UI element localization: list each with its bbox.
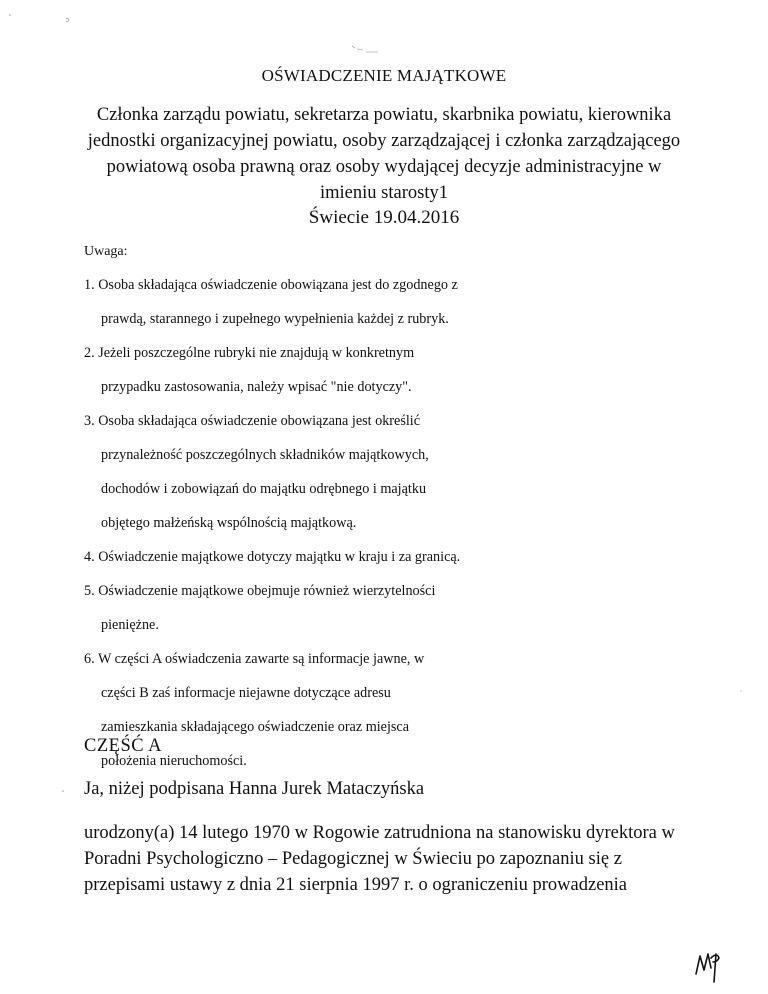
note-line: prawdą, starannego i zupełnego wypełnienia każdej z rubryk. (101, 311, 449, 327)
note-line: dochodów i zobowiązań do majątku odrębnego i majątku (101, 481, 427, 497)
note-number: 5. (84, 583, 95, 599)
note-text: Osoba składająca oświadczenie obowiązana jest do zgodnego z (98, 277, 458, 293)
declarant-line: Ja, niżej podpisana Hanna Jurek Mataczyńska (84, 779, 425, 799)
speck-dot (62, 790, 64, 792)
note-line: położenia nieruchomości. (101, 753, 247, 769)
note-line (84, 540, 704, 574)
note-number: 2. (84, 345, 95, 361)
speck-mark (352, 46, 378, 52)
scan-speck-top-center (348, 40, 388, 58)
declaration-body (84, 820, 724, 898)
note-item (84, 642, 704, 778)
note-line: objętego małżeńską wspólnością majątkową. (101, 515, 357, 531)
note-item (84, 540, 704, 574)
document-subtitle (60, 102, 708, 206)
note-line: części B zaś informacje niejawne dotyczące adresu (101, 685, 391, 701)
handwritten-initials-signature (690, 944, 730, 984)
body-line: urodzony(a) 14 lutego 1970 w Rogowie zatrudniona na stanowisku dyrektora w (84, 823, 675, 843)
document-title: OŚWIADCZENIE MAJĄTKOWE (261, 66, 507, 85)
note-line: przypadku zastosowania, należy wpisać "nie dotyczy". (101, 379, 412, 395)
note-number: 3. (84, 413, 95, 429)
note-number: 6. (84, 651, 95, 667)
place-and-date: Świecie 19.04.2016 (308, 207, 460, 228)
note-text: Oświadczenie majątkowe obejmuje również wierzytelności (98, 583, 436, 599)
note-number: 1. (84, 277, 95, 293)
scan-speck-right (736, 686, 746, 696)
note-line: przynależność poszczególnych składników majątkowych, (101, 447, 429, 463)
note-line (84, 642, 704, 676)
subtitle-line: Członka zarządu powiatu, sekretarza powiatu, skarbnika powiatu, kierownika (96, 105, 672, 125)
scan-speck-left (58, 786, 68, 796)
signature-stroke (696, 954, 719, 982)
note-line: zamieszkania składającego oświadczenie oraz miejsca (101, 719, 410, 735)
note-item (84, 336, 704, 404)
subtitle-line: jednostki organizacyjnej powiatu, osoby zarządzającej i członka zarządzającego (87, 131, 681, 151)
scan-speck-top-left (4, 10, 74, 30)
subtitle-line: imieniu starosty1 (320, 183, 448, 203)
note-text: W części A oświadczenia zawarte są informacje jawne, w (97, 651, 425, 667)
section-title: CZĘŚĆ A (84, 736, 163, 756)
note-item (84, 574, 704, 642)
speck-dot (740, 690, 741, 691)
note-line: pieniężne. (101, 617, 159, 633)
note-item (84, 404, 704, 540)
note-text: Oświadczenie majątkowe dotyczy majątku w kraju i za granicą. (98, 549, 461, 565)
note-line (84, 404, 704, 438)
note-text: Osoba składająca oświadczenie obowiązana jest określić (98, 413, 421, 429)
note-heading: Uwaga: (84, 244, 128, 259)
body-line: przepisami ustawy z dnia 21 sierpnia 1997 r. o ograniczeniu prowadzenia (84, 875, 628, 895)
note-item (84, 268, 704, 336)
note-line (84, 268, 704, 302)
speck-dot (9, 14, 11, 16)
notes-list (84, 268, 704, 778)
body-line: Poradni Psychologiczno – Pedagogicznej w Świeciu po zapoznaniu się z (84, 849, 622, 869)
note-line (84, 574, 704, 608)
speck-mark (66, 18, 69, 21)
subtitle-line: powiatową osoba prawną oraz osoby wydającej decyzje administracyjne w (106, 157, 662, 177)
note-line (84, 336, 704, 370)
note-text: Jeżeli poszczególne rubryki nie znajdują w konkretnym (98, 345, 415, 361)
note-number: 4. (84, 549, 95, 565)
